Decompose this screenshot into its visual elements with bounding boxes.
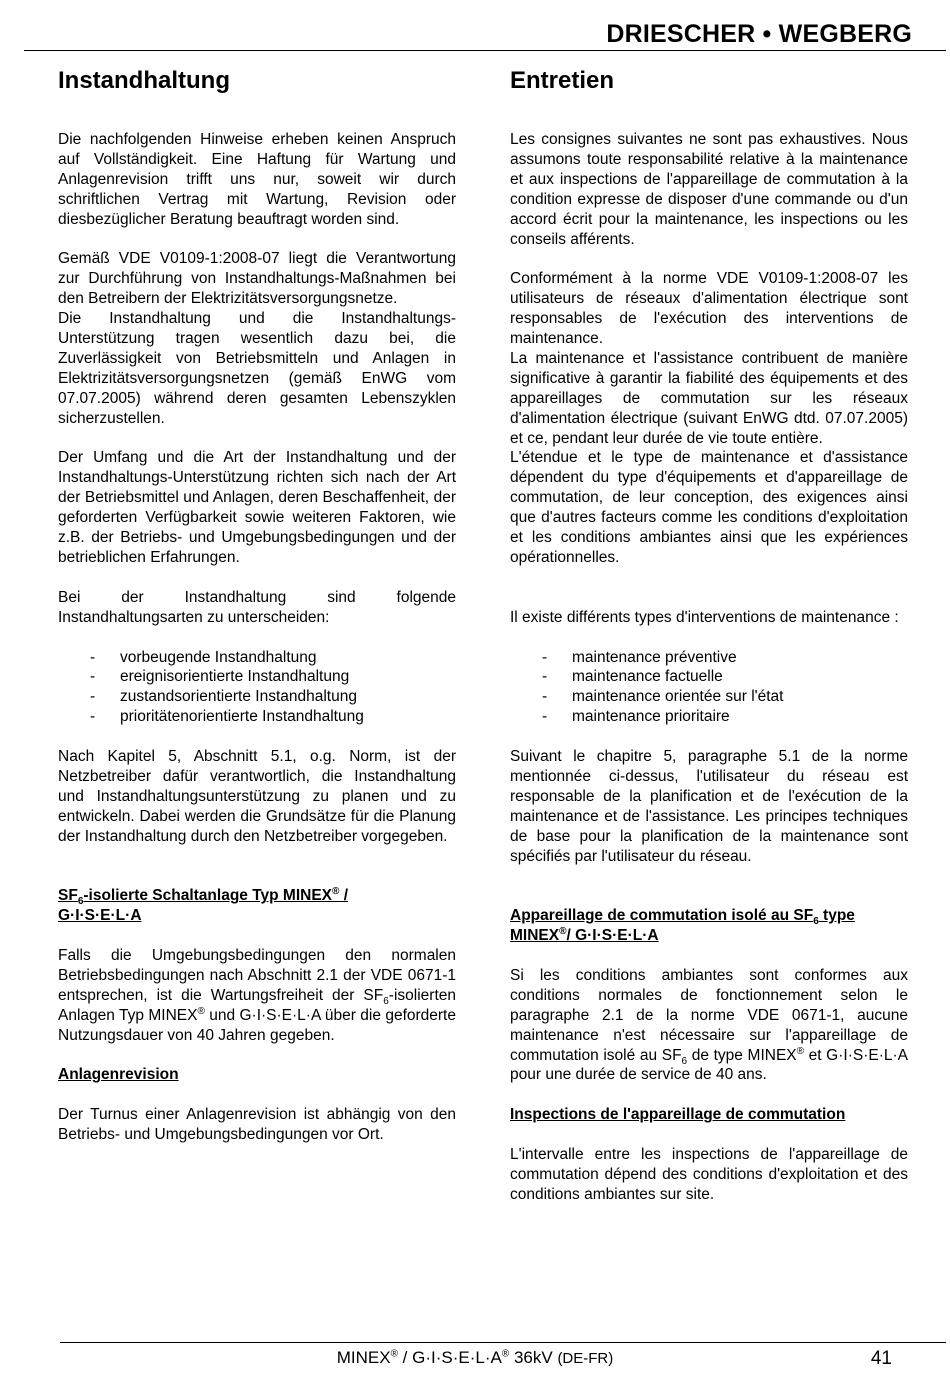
header-rule [24, 50, 946, 51]
paragraph: Falls die Umgebungsbedingungen den normalen Betriebsbedingungen nach Abschnitt 2.1 der VDE 0671-1 entsprechen, ist die Wartungsfreiheit der $SF_6$-isolierten Anlagen Typ MINEX® und G·I·S·E·L·A über die geforderte Nutzungsdauer von 40 Jahren gegeben. [58, 947, 456, 1044]
paragraph: Die nachfolgenden Hinweise erheben keinen Anspruch auf Vollständigkeit. Eine Haftung für Wartung und Anlagenrevision trifft uns nur, soweit wir durch schriftlichen Vertrag mit Wartung, Revision oder diesbezüglicher Beratung beauftragt worden sind. [58, 131, 456, 228]
list-item: - maintenance factuelle [542, 668, 723, 686]
paragraph: La maintenance et l'assistance contribuent de manière significative à garantir la fiabilité des équipements et des appareillages de commutation sur les réseaux d'alimentation électrique (suivant EnWG dtd. 07.07.2005) et ce, pendant leur durée de vie toute entière. [510, 349, 908, 447]
column-french [510, 66, 908, 1205]
footer-rule [60, 1342, 946, 1343]
paragraph: Nach Kapitel 5, Abschnitt 5.1, o.g. Norm, ist der Netzbetreiber dafür verantwortlich, die Instandhaltung und Instandhaltungsunterstützung zu planen und zu entwickeln. Dabei werden die Grundsätze für die Planung der Instandhaltung durch den Netzbetreiber vorgegeben. [58, 748, 456, 845]
paragraph: Der Umfang und die Art der Instandhaltung und der Instandhaltungs-Unterstützung richten sich nach der Art der Betriebsmittel und Anlagen, deren Beschaffenheit, der geforderten Verfügbarkeit sowie weiteren Faktoren, wie z.B. der Betriebs- und Umgebungsbedingungen und der betrieblichen Erfahrungen. [58, 449, 456, 566]
section-title: Instandhaltung [58, 67, 230, 94]
subheading-revision: Anlagenrevision [58, 1066, 179, 1084]
paragraph: Suivant le chapitre 5, paragraphe 5.1 de la norme mentionnée ci-dessus, l'utilisateur du réseau est responsable de la planification et de l'exécution de la maintenance et de l'assistance. Les principes techniques de base pour la planification de la maintenance sont spécifiés par l'utilisateur du réseau. [510, 748, 908, 865]
paragraph: Gemäß VDE V0109-1:2008-07 liegt die Verantwortung zur Durchführung von Instandhaltungs-Maßnahmen bei den Betreibern der Elektrizitätsversorgungsnetze. [58, 250, 456, 308]
column-german [58, 66, 456, 1145]
paragraph: Conformément à la norme VDE V0109-1:2008-07 les utilisateurs de réseaux d'alimentation électrique sont responsables de l'exécution des interventions de maintenance. [510, 270, 908, 348]
list-item: - maintenance prioritaire [542, 708, 730, 726]
list-item: - vorbeugende Instandhaltung [90, 648, 317, 666]
maintenance-types-list [58, 648, 456, 728]
footer-product: MINEX® / G·I·S·E·L·A® 36kV (DE-FR) [336, 1348, 614, 1367]
list-item: - ereignisorientierte Instandhaltung [90, 668, 350, 686]
brand-header: DRIESCHER • WEGBERG [606, 20, 912, 48]
paragraph: Les consignes suivantes ne sont pas exhaustives. Nous assumons toute responsabilité relative à la maintenance et aux inspections de l'appareillage de commutation à la condition expresse de disposer d'une commande ou d'un accord écrit pour la maintenance, les inspections ou les conseils afférents. [510, 131, 908, 248]
paragraph: Il existe différents types d'interventions de maintenance : [510, 608, 899, 626]
list-item: - prioritätenorientierte Instandhaltung [90, 708, 364, 726]
subheading-inspections: Inspections de l'appareillage de commutation [510, 1106, 846, 1124]
page-number: 41 [870, 1348, 892, 1369]
paragraph: Bei der Instandhaltung sind folgende Instandhaltungsarten zu unterscheiden: [58, 588, 456, 626]
list-item: - maintenance préventive [542, 648, 737, 666]
subheading-sf6: Appareillage de commutation isolé au $SF_6$ type MINEX®/ G·I·S·E·L·A [510, 907, 855, 945]
list-item: - zustandsorientierte Instandhaltung [90, 688, 357, 706]
list-item: - maintenance orientée sur l'état [542, 688, 784, 706]
subheading-sf6: $SF_6$-isolierte Schaltanlage Typ MINEX® / G·I·S·E·L·A [58, 886, 349, 925]
paragraph: Die Instandhaltung und die Instandhaltungs-Unterstützung tragen wesentlich dazu bei, die Zuverlässigkeit von Betriebsmitteln und Anlagen in Elektrizitätsversorgungsnetzen (gemäß EnWG vom 07.07.2005) während deren gesamten Lebenszyklen sicherzustellen. [58, 310, 456, 427]
paragraph: Si les conditions ambiantes sont conformes aux conditions normales de fonctionnement selon le paragraphe 2.1 de la norme VDE 0671-1, aucune maintenance n'est nécessaire sur l'appareillage de commutation isolé au $SF_6$ de type MINEX® et G·I·S·E·L·A pour une durée de service de 40 ans. [510, 966, 908, 1084]
paragraph: Der Turnus einer Anlagenrevision ist abhängig von den Betriebs- und Umgebungsbedingungen vor Ort. [58, 1106, 456, 1144]
section-title: Entretien [510, 67, 615, 94]
paragraph: L'étendue et le type de maintenance et d'assistance dépendent du type d'équipements et d'appareillage de commutation, de leur conception, des exigences ainsi que d'autres facteurs comme les conditions d'exploitation et les conditions ambiantes ainsi que les expériences opérationnelles. [510, 449, 908, 567]
paragraph: L'intervalle entre les inspections de l'appareillage de commutation dépend des conditions d'exploitation et des conditions ambiantes sur site. [510, 1146, 908, 1203]
maintenance-types-list [510, 648, 908, 728]
